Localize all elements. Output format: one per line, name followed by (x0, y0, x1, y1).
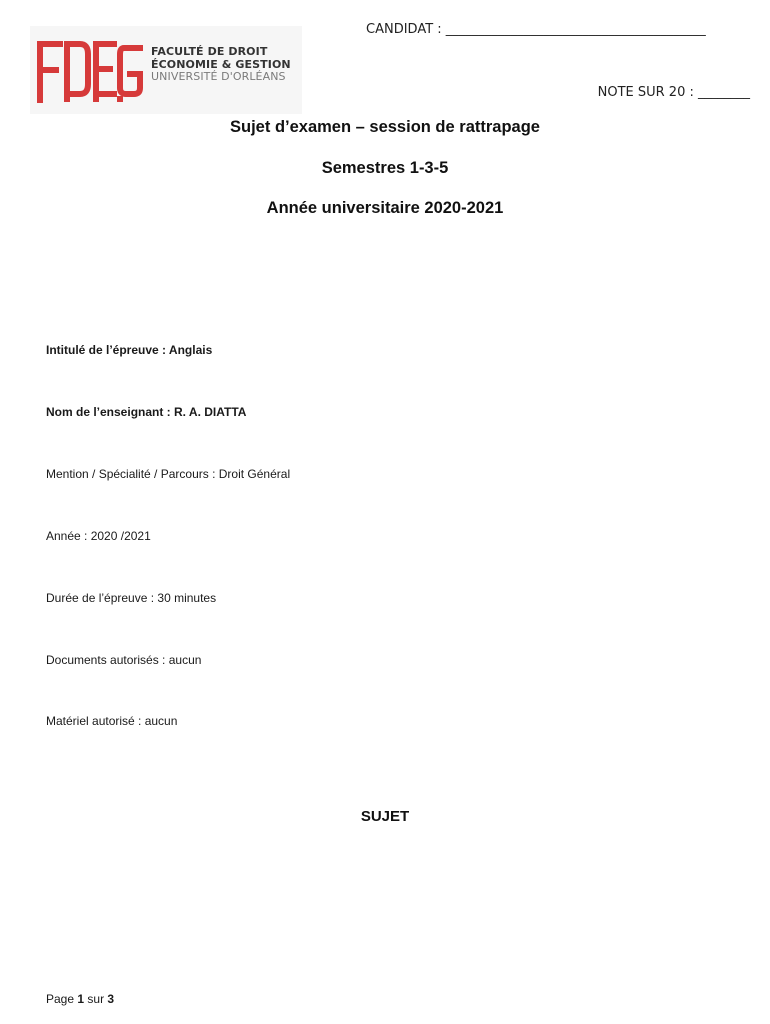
page-current: 1 (77, 992, 85, 1006)
mention-label: Mention / Spécialité / Parcours : Droit Général (46, 467, 291, 481)
fdeg-logo-mark (36, 36, 144, 104)
semesters-title: Semestres 1-3-5 (321, 159, 449, 177)
materials-allowed-label: Matériel autorisé : aucun (46, 714, 178, 728)
university-name: UNIVERSITÉ D'ORLÉANS (151, 70, 286, 83)
teacher-name-label: Nom de l’enseignant : R. A. DIATTA (46, 405, 247, 419)
page-mid: sur (87, 992, 105, 1006)
duration-label: Durée de l’épreuve : 30 minutes (46, 591, 217, 605)
faculty-logo (30, 26, 302, 114)
page-footer (46, 992, 114, 1006)
page-total: 3 (107, 992, 115, 1006)
exam-title: Sujet d’examen – session de rattrapage (230, 118, 540, 136)
sujet-heading: SUJET (360, 808, 410, 825)
academic-year-title: Année universitaire 2020-2021 (266, 199, 504, 217)
documents-allowed-label: Documents autorisés : aucun (46, 653, 202, 667)
faculty-name (151, 46, 291, 84)
candidat-field: CANDIDAT : ________________________________________ (366, 22, 706, 37)
year-label: Année : 2020 /2021 (46, 529, 151, 543)
faculty-name-line1: FACULTÉ DE DROIT (151, 45, 268, 58)
note-field: NOTE SUR 20 : ________ (597, 85, 750, 100)
page-prefix: Page (46, 992, 75, 1006)
exam-subject-label: Intitulé de l’épreuve : Anglais (46, 343, 213, 357)
faculty-name-line2: ÉCONOMIE & GESTION (151, 57, 291, 71)
